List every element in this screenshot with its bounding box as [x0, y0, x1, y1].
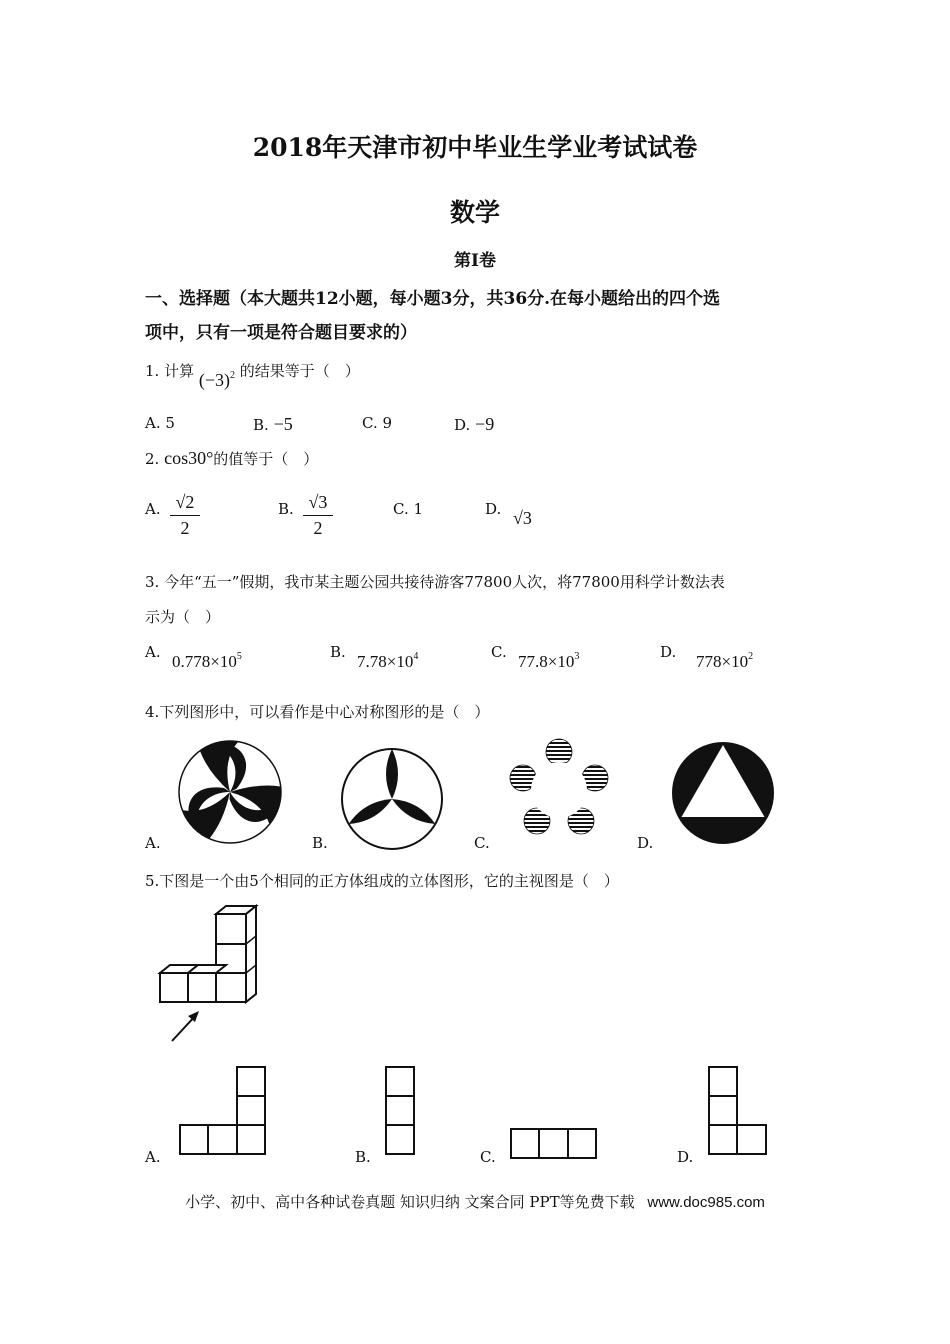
q1-option-b: B. −5 — [253, 414, 293, 434]
q2-option-d-value: √3 — [513, 508, 532, 528]
q2-option-c: C. 1 — [393, 500, 424, 518]
q5-option-a-label: A. — [145, 1148, 161, 1166]
q2-option-a-label: A. — [145, 500, 161, 518]
q4-option-a-label: A. — [145, 834, 161, 852]
footer — [0, 1191, 950, 1212]
q1-suffix: 的结果等于（ ） — [239, 362, 360, 380]
question-2 — [145, 448, 318, 469]
q5-option-d-label: D. — [677, 1148, 694, 1166]
q3-option-c-label: C. — [491, 643, 507, 661]
question-3-line1: 3. 今年“五一”假期，我市某主题公园共接待游客77800人次，将77800用科学计数法表 — [145, 573, 725, 591]
q1-option-d: D. −9 — [454, 414, 495, 434]
q2-expression: cos30° — [164, 448, 214, 468]
question-4: 4.下列图形中，可以看作是中心对称图形的是（ ） — [145, 703, 490, 721]
q4-option-d-label: D. — [637, 834, 654, 852]
q5-solid-figure — [150, 900, 270, 1050]
q1-option-a: A. 5 — [145, 414, 175, 432]
q2-option-b-label: B. — [278, 500, 294, 518]
q5-option-b-view — [384, 1065, 416, 1157]
q5-option-b-label: B. — [355, 1148, 371, 1166]
question-1 — [145, 360, 360, 390]
q2-suffix: 的值等于（ ） — [213, 450, 319, 468]
q3-option-a-value: $0.778\times 10^5$ — [172, 651, 242, 671]
q5-option-c-label: C. — [480, 1148, 496, 1166]
q3-option-a-label: A. — [145, 643, 161, 661]
q4-figure-c-striped-flower — [507, 738, 611, 842]
q5-option-c-view — [509, 1127, 599, 1160]
section-heading-line2: 项中，只有一项是符合题目要求的） — [145, 323, 417, 343]
footer-text: 小学、初中、高中各种试卷真题 知识归纳 文案合同 PPT等免费下载 — [185, 1193, 635, 1211]
section-heading-line1: 一、选择题（本大题共12小题，每小题3分，共36分.在每小题给出的四个选 — [145, 289, 721, 309]
q2-option-a-fraction: √2 2 — [170, 492, 200, 539]
q5-option-a-view — [178, 1065, 268, 1157]
footer-url[interactable]: www.doc985.com — [647, 1194, 765, 1211]
part-title: 第Ⅰ卷 — [454, 251, 496, 271]
q3-option-c-value: $77.8\times 10^3$ — [518, 651, 580, 671]
q5-option-d-view — [707, 1065, 769, 1157]
q2-option-d-label: D. — [485, 500, 502, 518]
question-5: 5.下图是一个由5个相同的正方体组成的立体图形，它的主视图是（ ） — [145, 872, 619, 890]
question-3-line2: 示为（ ） — [145, 608, 221, 626]
subject-title: 数学 — [449, 198, 500, 227]
q1-option-c: C. 9 — [362, 414, 393, 432]
q2-prefix: 2. — [145, 450, 160, 468]
q4-option-b-label: B. — [312, 834, 328, 852]
q3-option-d-label: D. — [660, 643, 677, 661]
q4-figure-b-three-petals — [339, 746, 445, 852]
q2-option-b-fraction: √3 2 — [303, 492, 333, 539]
exam-title: 2018年天津市初中毕业生学业考试试卷 — [252, 133, 698, 162]
q3-option-b-value: $7.78\times 10^4$ — [357, 651, 419, 671]
q4-figure-d-circle-triangle — [670, 740, 776, 846]
q1-prefix: 1. 计算 — [145, 362, 195, 380]
q1-expression: $(-3)^2$ — [198, 370, 236, 390]
q4-option-c-label: C. — [474, 834, 490, 852]
q3-option-d-value: $778\times 10^2$ — [696, 651, 754, 671]
q4-figure-a-triple-swirl — [177, 739, 283, 845]
q3-option-b-label: B. — [330, 643, 346, 661]
